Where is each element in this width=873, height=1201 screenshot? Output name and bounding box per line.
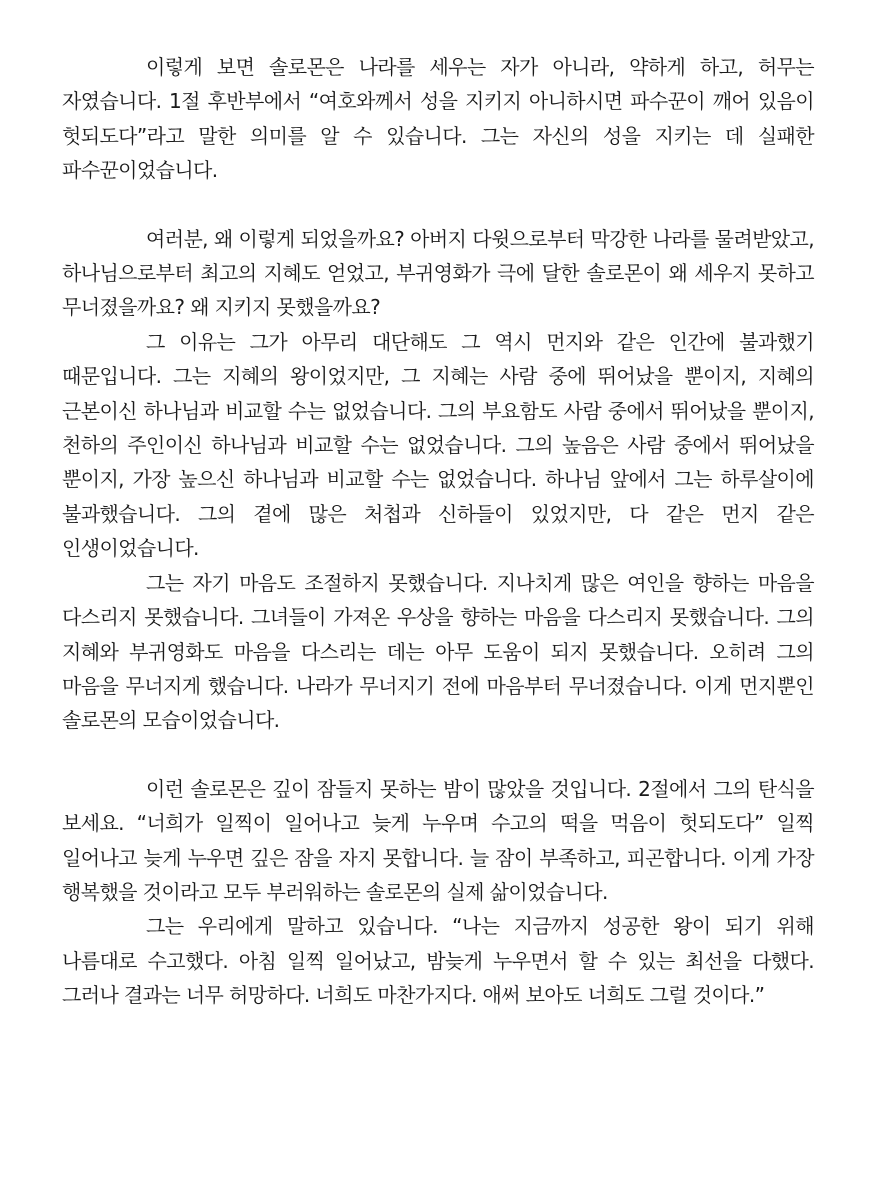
paragraph-6: 그는 우리에게 말하고 있습니다. “나는 지금까지 성공한 왕이 되기 위해 나름대로 수고했다. 아침 일찍 일어났고, 밤늦게 누우면서 할 수 있는 최선을 다했다. 그러나 결과는 너무 허망하다. 너희도 마찬가지다. 애써 보아도 너희도 그럴 것이다.” <box>62 914 814 1008</box>
paragraph-2: 여러분, 왜 이렇게 되었을까요? 아버지 다윗으로부터 막강한 나라를 물려받았고, 하나님으로부터 최고의 지혜도 얻었고, 부귀영화가 극에 달한 솔로몬이 왜 세우지 못하고 무너졌을까요? 왜 지키지 못했을까요? <box>62 226 814 320</box>
paragraph-1: 이렇게 보면 솔로몬은 나라를 세우는 자가 아니라, 약하게 하고, 허무는 자였습니다. 1절 후반부에서 “여호와께서 성을 지키지 아니하시면 파수꾼이 깨어 있음이 헛되도다”라고 말한 의미를 알 수 있습니다. 그는 자신의 성을 지키는 데 실패한 파수꾼이었습니다. <box>62 55 814 183</box>
document-page <box>62 50 814 1013</box>
paragraph-spacer <box>62 188 814 222</box>
paragraph-3: 그 이유는 그가 아무리 대단해도 그 역시 먼지와 같은 인간에 불과했기 때문입니다. 그는 지혜의 왕이었지만, 그 지혜는 사람 중에 뛰어났을 뿐이지, 지혜의 근본이신 하나님과 비교할 수는 없었습니다. 그의 부요함도 사람 중에서 뛰어났을 뿐이지, 천하의 주인이신 하나님과 비교할 수는 없었습니다. 그의 높음은 사람 중에서 뛰어났을 뿐이지, 가장 높으신 하나님과 비교할 수는 없었습니다. 하나님 앞에서 그는 하루살이에 불과했습니다. 그의 곁에 많은 처첩과 신하들이 있었지만, 다 같은 먼지 같은 인생이었습니다. <box>62 329 814 561</box>
paragraph-4: 그는 자기 마음도 조절하지 못했습니다. 지나치게 많은 여인을 향하는 마음을 다스리지 못했습니다. 그녀들이 가져온 우상을 향하는 마음을 다스리지 못했습니다. 그의 지혜와 부귀영화도 마음을 다스리는 데는 아무 도움이 되지 못했습니다. 오히려 그의 마음을 무너지게 했습니다. 나라가 무너지기 전에 마음부터 무너졌습니다. 이게 먼지뿐인 솔로몬의 모습이었습니다. <box>62 570 814 733</box>
paragraph-5: 이런 솔로몬은 깊이 잠들지 못하는 밤이 많았을 것입니다. 2절에서 그의 탄식을 보세요. “너희가 일찍이 일어나고 늦게 누우며 수고의 떡을 먹음이 헛되도다” 일찍 일어나고 늦게 누우면 깊은 잠을 자지 못합니다. 늘 잠이 부족하고, 피곤합니다. 이게 가장 행복했을 것이라고 모두 부러워하는 솔로몬의 실제 삶이었습니다. <box>62 776 814 904</box>
paragraph-spacer <box>62 738 814 772</box>
